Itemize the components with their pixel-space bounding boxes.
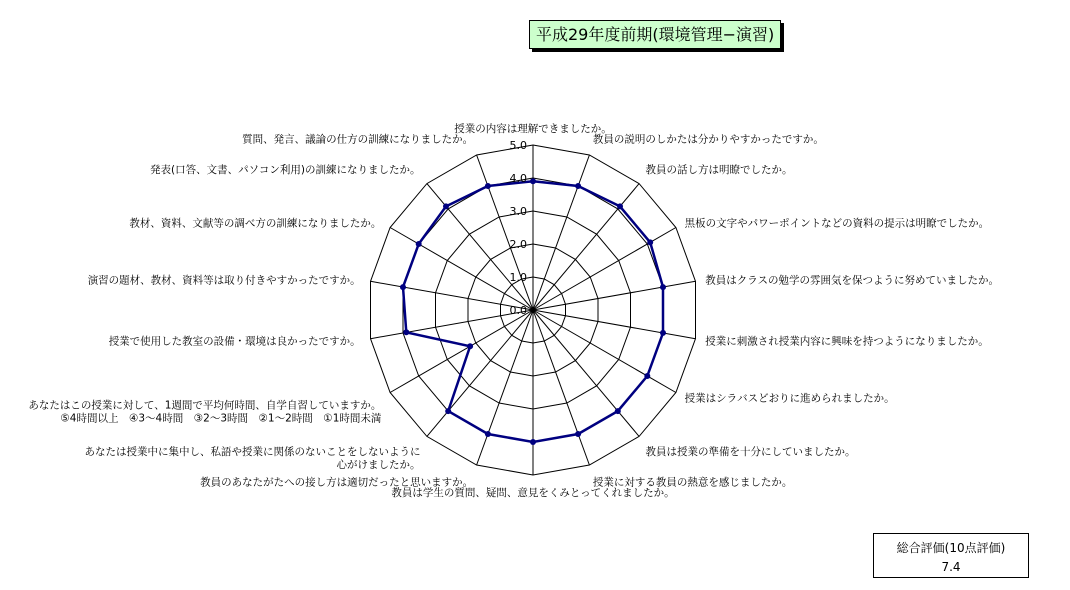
radar-tick-labels <box>510 139 528 317</box>
axis-label: 教員はクラスの勉学の雰囲気を保つように努めていましたか。 <box>705 274 999 287</box>
series-point <box>644 373 650 379</box>
series-point <box>467 343 473 349</box>
axis-label: あなたは授業中に集中し、私語や授業に関係のないことをしないように <box>84 446 421 459</box>
series-point <box>575 431 581 437</box>
series-point <box>530 178 536 184</box>
summary-box <box>873 533 1029 578</box>
series-point <box>445 408 451 414</box>
axis-label: あなたはこの授業に対して、1週間で平均何時間、自学自習していますか。 <box>28 399 382 412</box>
axis-label: 授業はシラバスどおりに進められましたか。 <box>684 392 895 405</box>
tick-label: 1.0 <box>509 271 527 284</box>
axis-label: 教員は授業の準備を十分にしていましたか。 <box>645 446 856 459</box>
series-point <box>416 241 422 247</box>
tick-label: 2.0 <box>509 238 527 251</box>
axis-label: 心がけましたか。 <box>336 459 421 472</box>
series-point <box>443 203 449 209</box>
axis-label: 教員の説明のしかたは分かりやすかったですか。 <box>592 133 824 146</box>
summary-label: 総合評価(10点評価) <box>896 541 1006 555</box>
series-point <box>530 439 536 445</box>
series-point <box>647 239 653 245</box>
series-point <box>485 183 491 189</box>
axis-label: 教員は学生の質問、疑問、意見をくみとってくれましたか。 <box>391 487 675 499</box>
axis-label: 発表(口答、文書、パソコン利用)の訓練になりましたか。 <box>150 163 421 176</box>
tick-label: 5.0 <box>509 139 527 152</box>
series-point <box>615 408 621 414</box>
axis-label: 授業に刺激され授業内容に興味を持つようになりましたか。 <box>705 335 989 348</box>
series-point <box>485 431 491 437</box>
axis-label: 授業に対する教員の熱意を感じましたか。 <box>592 476 793 489</box>
chart-title: 平成29年度前期(環境管理−演習) <box>529 20 781 49</box>
series-point <box>575 183 581 189</box>
series-point <box>660 284 666 290</box>
series-point <box>660 330 666 336</box>
tick-label: 0.0 <box>509 304 527 317</box>
axis-label: ⑤4時間以上 ④3〜4時間 ③2〜3時間 ②1〜2時間 ①1時間未満 <box>60 412 382 425</box>
tick-label: 4.0 <box>509 172 527 185</box>
axis-label: 教員の話し方は明瞭でしたか。 <box>645 163 793 176</box>
axis-label: 教員のあなたがたへの接し方は適切だったと思いますか。 <box>200 476 474 489</box>
series-point <box>400 284 406 290</box>
axis-label: 授業の内容は理解できましたか。 <box>454 123 612 135</box>
axis-label: 授業で使用した教室の設備・環境は良かったですか。 <box>108 335 361 348</box>
radar-grid <box>371 145 696 475</box>
tick-label: 3.0 <box>509 205 527 218</box>
series-point <box>617 203 623 209</box>
grid-spoke <box>533 155 589 310</box>
summary-value: 7.4 <box>941 560 961 574</box>
series-point <box>403 329 409 335</box>
axis-label: 演習の題材、教材、資料等は取り付きやすかったですか。 <box>87 274 361 287</box>
axis-label: 教材、資料、文献等の調べ方の訓練になりましたか。 <box>129 217 382 230</box>
axis-label: 質問、発言、議論の仕方の訓練になりましたか。 <box>242 133 474 146</box>
axis-label: 黒板の文字やパワーポイントなどの資料の提示は明瞭でしたか。 <box>684 217 990 230</box>
